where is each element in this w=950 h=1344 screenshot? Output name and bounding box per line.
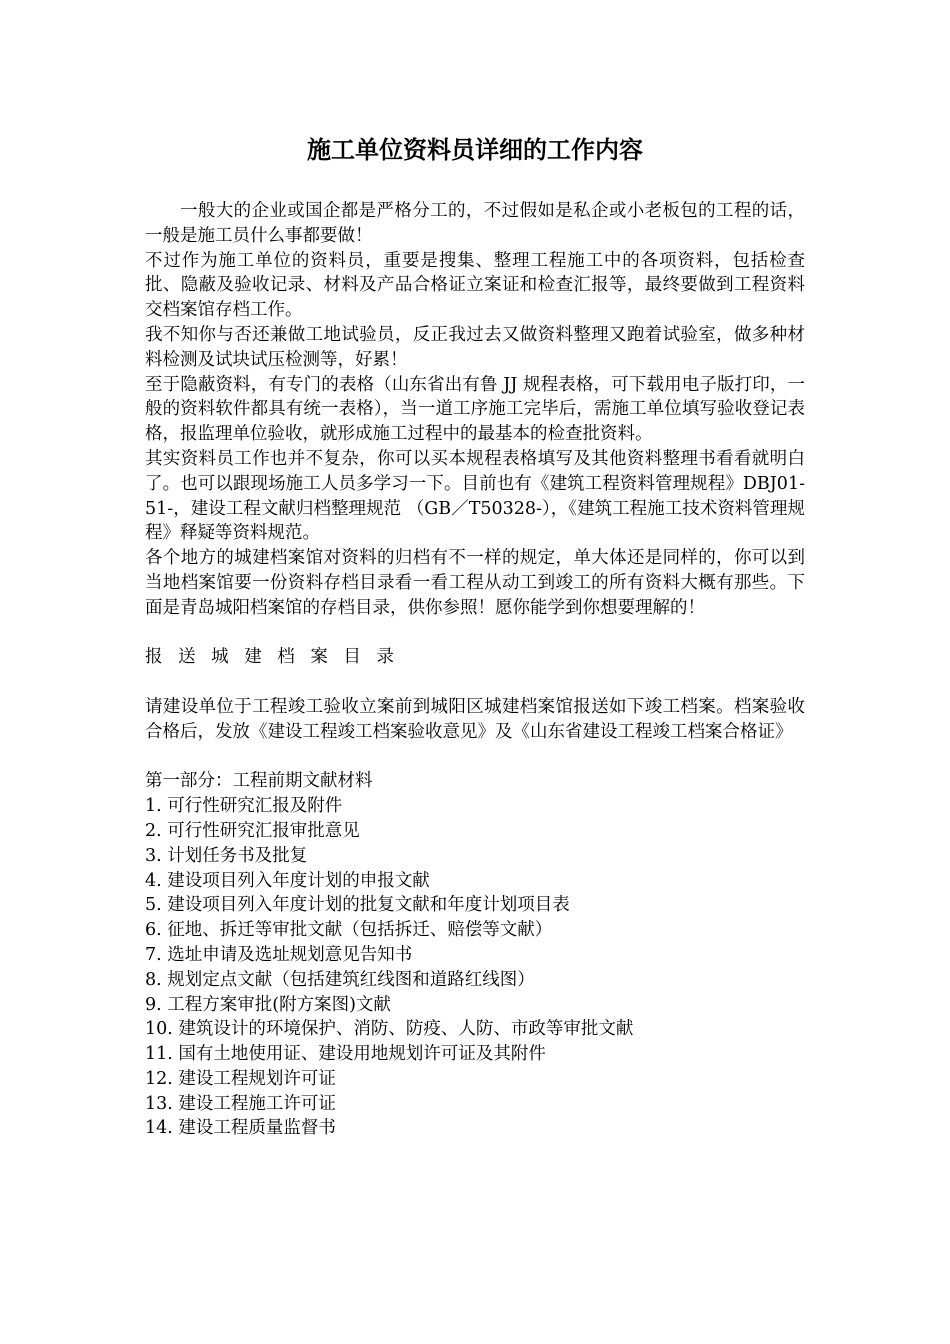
document-body [145, 199, 805, 1141]
list-item: 13. 建设工程施工许可证 [145, 1093, 336, 1114]
blank-line [145, 745, 805, 770]
list-item: 7. 选址申请及选址规划意见告知书 [145, 944, 413, 965]
document-list [145, 794, 805, 1141]
list-item: 5. 建设项目列入年度计划的批复文献和年度计划项目表 [145, 895, 570, 916]
paragraph-archives: 各个地方的城建档案馆对资料的归档有不一样的规定，单大体还是同样的，你可以到当地档案馆要一份资料存档目录看一看工程从动工到竣工的所有资料大概有那些。下面是青岛城阳档案馆的存档目录，供你参照！愿你能学到你想要理解的！ [145, 548, 805, 618]
list-item: 3. 计划任务书及批复 [145, 845, 308, 866]
request-paragraph: 请建设单位于工程竣工验收立案前到城阳区城建档案馆报送如下竣工档案。档案验收合格后，发放《建设工程竣工档案验收意见》及《山东省建设工程竣工档案合格证》 [145, 696, 805, 742]
paragraph-duties: 不过作为施工单位的资料员，重要是搜集、整理工程施工中的各项资料，包括检查批、隐蔽及验收记录、材料及产品合格证立案证和检查汇报等，最终要做到工程资料交档案馆存档工作。 [145, 250, 805, 321]
list-item: 11. 国有土地使用证、建设用地规划许可证及其附件 [145, 1044, 546, 1065]
paragraph-tester: 我不知你与否还兼做工地试验员，反正我过去又做资料整理又跑着试验室，做多种材料检测及试块试压检测等，好累！ [145, 324, 805, 370]
list-item: 10. 建筑设计的环境保护、消防、防疫、人防、市政等审批文献 [145, 1019, 634, 1040]
list-item: 12. 建设工程规划许可证 [145, 1068, 336, 1089]
part-heading: 第一部分：工程前期文献材料 [145, 771, 373, 792]
paragraph-standards: 其实资料员工作也并不复杂，你可以买本规程表格填写及其他资料整理书看看就明白了。也可以跟现场施工人员多学习一下。目前也有《建筑工程资料管理规程》DBJ01-51-，建设工程文献归档整理规范 （GB／T50328-），《建筑工程施工技术资料管理规程》释疑等资料规范。 [145, 448, 805, 544]
list-item: 4. 建设项目列入年度计划的申报文献 [145, 870, 430, 891]
section-heading: 报 送 城 建 档 案 目 录 [145, 647, 399, 668]
paragraph-intro: 一般大的企业或国企都是严格分工的，不过假如是私企或小老板包的工程的话，一般是施工员什么事都要做！ [145, 201, 805, 246]
list-item: 9. 工程方案审批(附方案图)文献 [145, 994, 391, 1015]
blank-line [145, 670, 805, 695]
document-title: 施工单位资料员详细的工作内容 [307, 135, 643, 164]
list-item: 1. 可行性研究汇报及附件 [145, 796, 343, 817]
blank-line [145, 621, 805, 646]
list-item: 14. 建设工程质量监督书 [145, 1118, 336, 1139]
list-item: 6. 征地、拆迁等审批文献（包括拆迁、赔偿等文献） [145, 920, 553, 941]
list-item: 8. 规划定点文献（包括建筑红线图和道路红线图） [145, 969, 535, 990]
list-item: 2. 可行性研究汇报审批意见 [145, 820, 360, 841]
paragraph-hidden-records: 至于隐蔽资料，有专门的表格（山东省出有鲁 JJ 规程表格，可下载用电子版打印，一般的资料软件都具有统一表格），当一道工序施工完毕后，需施工单位填写验收登记表格，报监理单位验收，就形成施工过程中的最基本的检查批资料。 [145, 374, 805, 445]
